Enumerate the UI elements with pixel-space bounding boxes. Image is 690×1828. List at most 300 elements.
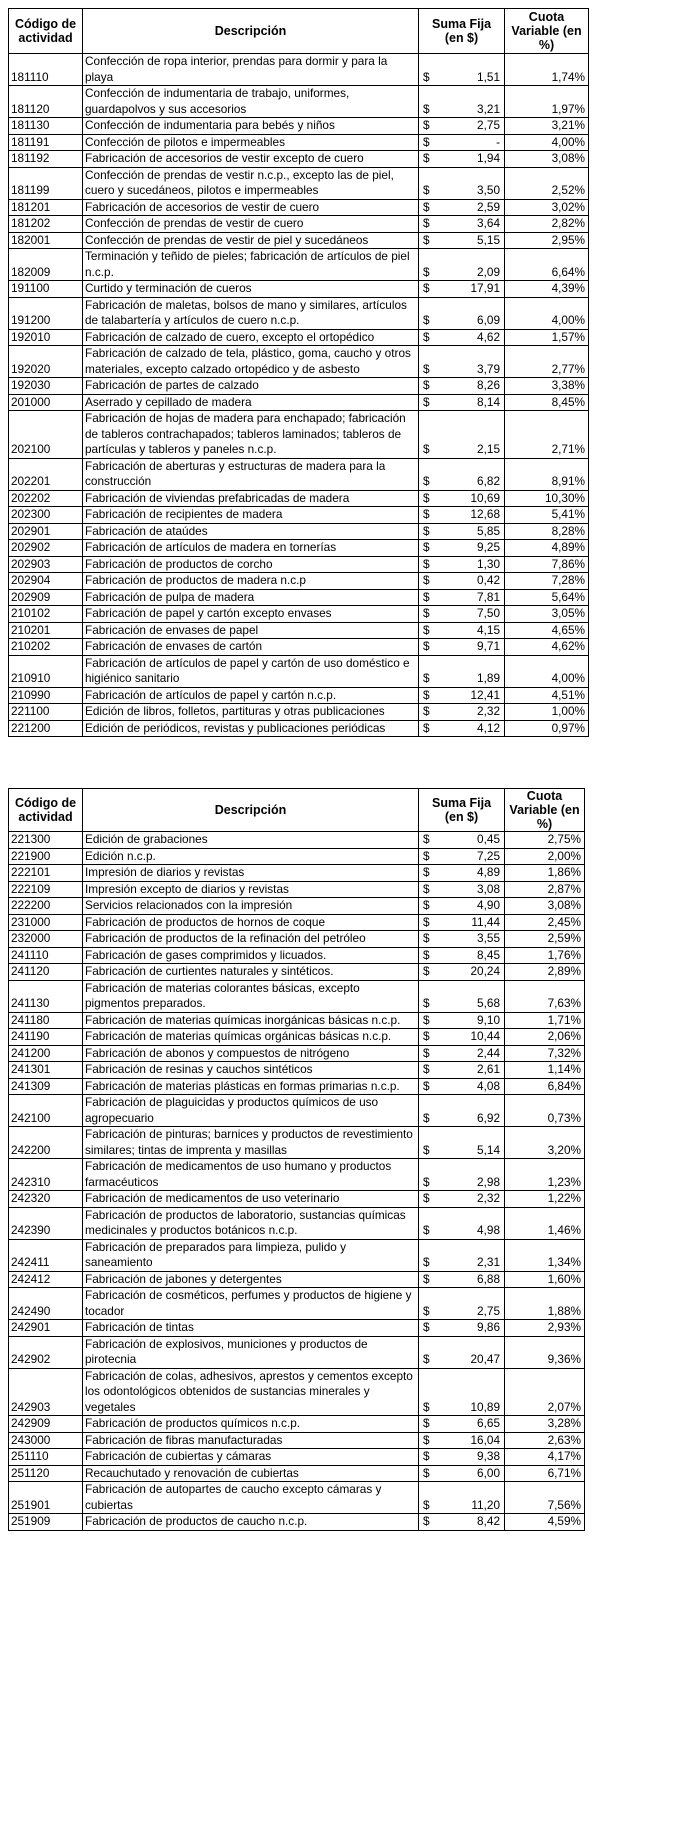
fixed-amount: 1,89 xyxy=(439,655,505,687)
table-row xyxy=(9,507,589,524)
variable-rate: 4,51% xyxy=(505,687,589,704)
activity-description: Fabricación de accesorios de vestir de cuero xyxy=(83,199,419,216)
table-row xyxy=(9,458,589,490)
fixed-amount: 2,75 xyxy=(439,118,505,135)
activity-description: Edición de periódicos, revistas y publicaciones periódicas xyxy=(83,720,419,737)
activity-code: 192020 xyxy=(9,346,83,378)
currency-symbol: $ xyxy=(419,720,439,737)
variable-rate: 1,88% xyxy=(505,1288,585,1320)
fixed-amount: 7,50 xyxy=(439,606,505,623)
fixed-amount: 7,25 xyxy=(439,848,505,865)
currency-symbol: $ xyxy=(419,947,439,964)
currency-symbol: $ xyxy=(419,573,439,590)
table-row xyxy=(9,1207,585,1239)
table-row xyxy=(9,1368,585,1416)
fixed-amount: 4,15 xyxy=(439,622,505,639)
fixed-amount: 3,79 xyxy=(439,346,505,378)
activity-description: Fabricación de viviendas prefabricadas de madera xyxy=(83,490,419,507)
fixed-amount: 3,50 xyxy=(439,167,505,199)
variable-rate: 1,00% xyxy=(505,704,589,721)
table-row xyxy=(9,898,585,915)
variable-rate: 4,00% xyxy=(505,134,589,151)
currency-symbol: $ xyxy=(419,86,439,118)
activity-code: 210910 xyxy=(9,655,83,687)
currency-symbol: $ xyxy=(419,1095,439,1127)
fixed-amount: 9,38 xyxy=(439,1449,505,1466)
currency-symbol: $ xyxy=(419,1159,439,1191)
currency-symbol: $ xyxy=(419,914,439,931)
table-row xyxy=(9,964,585,981)
variable-rate: 1,23% xyxy=(505,1159,585,1191)
activity-code: 202901 xyxy=(9,523,83,540)
activity-description: Fabricación de productos químicos n.c.p. xyxy=(83,1416,419,1433)
currency-symbol: $ xyxy=(419,606,439,623)
fixed-amount: 20,24 xyxy=(439,964,505,981)
variable-rate: 2,00% xyxy=(505,848,585,865)
variable-rate: 6,64% xyxy=(505,249,589,281)
variable-rate: 5,64% xyxy=(505,589,589,606)
fixed-amount: 11,44 xyxy=(439,914,505,931)
variable-rate: 4,62% xyxy=(505,639,589,656)
currency-symbol: $ xyxy=(419,232,439,249)
fixed-amount: 6,88 xyxy=(439,1271,505,1288)
activity-code: 191200 xyxy=(9,297,83,329)
activity-code: 182009 xyxy=(9,249,83,281)
variable-rate: 2,95% xyxy=(505,232,589,249)
activity-description: Fabricación de cubiertas y cámaras xyxy=(83,1449,419,1466)
activity-description: Fabricación de materias plásticas en formas primarias n.c.p. xyxy=(83,1078,419,1095)
table-row xyxy=(9,134,589,151)
activity-description: Fabricación de artículos de madera en tornerías xyxy=(83,540,419,557)
variable-rate: 4,00% xyxy=(505,655,589,687)
activity-code: 241309 xyxy=(9,1078,83,1095)
table-row xyxy=(9,167,589,199)
activity-description: Fabricación de resinas y cauchos sintéticos xyxy=(83,1062,419,1079)
variable-rate: 2,89% xyxy=(505,964,585,981)
activity-description: Fabricación de pulpa de madera xyxy=(83,589,419,606)
currency-symbol: $ xyxy=(419,281,439,298)
table-row xyxy=(9,931,585,948)
fixed-amount: 4,89 xyxy=(439,865,505,882)
table-row xyxy=(9,573,589,590)
activity-description: Fabricación de recipientes de madera xyxy=(83,507,419,524)
currency-symbol: $ xyxy=(419,964,439,981)
currency-symbol: $ xyxy=(419,865,439,882)
activity-code: 192030 xyxy=(9,378,83,395)
fixed-amount: 1,94 xyxy=(439,151,505,168)
activity-code: 181201 xyxy=(9,199,83,216)
variable-rate: 1,14% xyxy=(505,1062,585,1079)
table-row xyxy=(9,1416,585,1433)
fixed-amount: 6,92 xyxy=(439,1095,505,1127)
variable-rate: 2,82% xyxy=(505,216,589,233)
activity-description: Confección de ropa interior, prendas para dormir y para la playa xyxy=(83,54,419,86)
fixed-amount: 2,61 xyxy=(439,1062,505,1079)
fixed-amount: 8,14 xyxy=(439,394,505,411)
table-row xyxy=(9,720,589,737)
fixed-amount: 2,32 xyxy=(439,1191,505,1208)
table-row xyxy=(9,1449,585,1466)
fixed-amount: 4,98 xyxy=(439,1207,505,1239)
fixed-amount: 6,09 xyxy=(439,297,505,329)
header-variable-rate: Cuota Variable (en %) xyxy=(505,9,589,54)
activity-description: Fabricación de autopartes de caucho excepto cámaras y cubiertas xyxy=(83,1482,419,1514)
activity-description: Servicios relacionados con la impresión xyxy=(83,898,419,915)
table-row xyxy=(9,1012,585,1029)
variable-rate: 6,84% xyxy=(505,1078,585,1095)
currency-symbol: $ xyxy=(419,458,439,490)
activity-code: 242200 xyxy=(9,1127,83,1159)
activity-description: Edición n.c.p. xyxy=(83,848,419,865)
activity-description: Fabricación de gases comprimidos y licuados. xyxy=(83,947,419,964)
activity-code: 202300 xyxy=(9,507,83,524)
fixed-amount: 5,15 xyxy=(439,232,505,249)
activity-description: Fabricación de pinturas; barnices y productos de revestimiento similares; tintas de imprenta y masillas xyxy=(83,1127,419,1159)
currency-symbol: $ xyxy=(419,1416,439,1433)
variable-rate: 6,71% xyxy=(505,1465,585,1482)
activity-code: 181110 xyxy=(9,54,83,86)
fixed-amount: 10,69 xyxy=(439,490,505,507)
activity-description: Fabricación de materias colorantes básicas, excepto pigmentos preparados. xyxy=(83,980,419,1012)
fixed-amount: 3,64 xyxy=(439,216,505,233)
currency-symbol: $ xyxy=(419,507,439,524)
activity-code: 241180 xyxy=(9,1012,83,1029)
activity-description: Fabricación de productos de laboratorio, sustancias químicas medicinales y productos botánicos n.c.p. xyxy=(83,1207,419,1239)
currency-symbol: $ xyxy=(419,655,439,687)
variable-rate: 2,45% xyxy=(505,914,585,931)
fixed-amount: 1,30 xyxy=(439,556,505,573)
header-variable-rate: Cuota Variable (en %) xyxy=(505,789,585,832)
table-row xyxy=(9,281,589,298)
activity-code: 251110 xyxy=(9,1449,83,1466)
fixed-amount: 2,09 xyxy=(439,249,505,281)
activity-description: Confección de indumentaria de trabajo, uniformes, guardapolvos y sus accesorios xyxy=(83,86,419,118)
table-row xyxy=(9,151,589,168)
activity-description: Fabricación de tintas xyxy=(83,1320,419,1337)
table-row xyxy=(9,865,585,882)
variable-rate: 1,46% xyxy=(505,1207,585,1239)
currency-symbol: $ xyxy=(419,346,439,378)
activity-description: Fabricación de preparados para limpieza, pulido y saneamiento xyxy=(83,1239,419,1271)
table-row xyxy=(9,1239,585,1271)
activity-description: Fabricación de explosivos, municiones y productos de pirotecnia xyxy=(83,1336,419,1368)
currency-symbol: $ xyxy=(419,832,439,849)
currency-symbol: $ xyxy=(419,1012,439,1029)
activity-code: 222109 xyxy=(9,881,83,898)
activity-code: 221300 xyxy=(9,832,83,849)
activity-code: 202902 xyxy=(9,540,83,557)
activity-code: 241130 xyxy=(9,980,83,1012)
activity-description: Fabricación de artículos de papel y cartón n.c.p. xyxy=(83,687,419,704)
activity-description: Fabricación de partes de calzado xyxy=(83,378,419,395)
fixed-amount: 9,86 xyxy=(439,1320,505,1337)
activity-code: 202909 xyxy=(9,589,83,606)
currency-symbol: $ xyxy=(419,297,439,329)
activity-description: Fabricación de calzado de tela, plástico, goma, caucho y otros materiales, excepto calzado ortopédico y de asbesto xyxy=(83,346,419,378)
table-row xyxy=(9,297,589,329)
fixed-amount: 6,65 xyxy=(439,1416,505,1433)
activity-description: Fabricación de envases de papel xyxy=(83,622,419,639)
table-row xyxy=(9,606,589,623)
table-row xyxy=(9,1432,585,1449)
variable-rate: 2,07% xyxy=(505,1368,585,1416)
currency-symbol: $ xyxy=(419,1207,439,1239)
fixed-amount: 8,26 xyxy=(439,378,505,395)
activity-code: 221200 xyxy=(9,720,83,737)
activity-code: 242903 xyxy=(9,1368,83,1416)
currency-symbol: $ xyxy=(419,1465,439,1482)
variable-rate: 9,36% xyxy=(505,1336,585,1368)
activity-code: 242411 xyxy=(9,1239,83,1271)
variable-rate: 3,38% xyxy=(505,378,589,395)
fixed-amount: 3,55 xyxy=(439,931,505,948)
activity-code: 181199 xyxy=(9,167,83,199)
fixed-amount: 0,42 xyxy=(439,573,505,590)
currency-symbol: $ xyxy=(419,1432,439,1449)
table-row xyxy=(9,394,589,411)
currency-symbol: $ xyxy=(419,523,439,540)
variable-rate: 7,86% xyxy=(505,556,589,573)
table-row xyxy=(9,523,589,540)
variable-rate: 7,32% xyxy=(505,1045,585,1062)
table-row xyxy=(9,1271,585,1288)
activity-code: 181130 xyxy=(9,118,83,135)
table-row xyxy=(9,639,589,656)
activity-description: Fabricación de medicamentos de uso humano y productos farmacéuticos xyxy=(83,1159,419,1191)
activity-description: Impresión excepto de diarios y revistas xyxy=(83,881,419,898)
variable-rate: 4,17% xyxy=(505,1449,585,1466)
activity-description: Edición de grabaciones xyxy=(83,832,419,849)
activity-description: Fabricación de colas, adhesivos, aprestos y cementos excepto los odontológicos obtenidos de sustancias minerales y vegetales xyxy=(83,1368,419,1416)
variable-rate: 2,77% xyxy=(505,346,589,378)
activity-code: 241200 xyxy=(9,1045,83,1062)
table-row xyxy=(9,1127,585,1159)
variable-rate: 1,22% xyxy=(505,1191,585,1208)
activity-description: Fabricación de medicamentos de uso veterinario xyxy=(83,1191,419,1208)
activity-description: Fabricación de hojas de madera para enchapado; fabricación de tableros contrachapados; tableros laminados; tableros de partículas y tableros y paneles n.c.p. xyxy=(83,411,419,459)
activity-code: 202100 xyxy=(9,411,83,459)
activity-code: 210990 xyxy=(9,687,83,704)
currency-symbol: $ xyxy=(419,394,439,411)
activity-description: Confección de prendas de vestir de cuero xyxy=(83,216,419,233)
table-row xyxy=(9,1191,585,1208)
fixed-amount: 5,85 xyxy=(439,523,505,540)
table-row xyxy=(9,980,585,1012)
activity-code: 241190 xyxy=(9,1029,83,1046)
table-row xyxy=(9,329,589,346)
currency-symbol: $ xyxy=(419,1482,439,1514)
currency-symbol: $ xyxy=(419,411,439,459)
currency-symbol: $ xyxy=(419,687,439,704)
activity-code: 202201 xyxy=(9,458,83,490)
activity-code: 221900 xyxy=(9,848,83,865)
table-row xyxy=(9,1514,585,1531)
activity-description: Fabricación de fibras manufacturadas xyxy=(83,1432,419,1449)
currency-symbol: $ xyxy=(419,216,439,233)
table-row xyxy=(9,704,589,721)
activity-code: 222101 xyxy=(9,865,83,882)
activity-description: Fabricación de jabones y detergentes xyxy=(83,1271,419,1288)
variable-rate: 5,41% xyxy=(505,507,589,524)
table-row xyxy=(9,411,589,459)
header-fixed-amount: Suma Fija (en $) xyxy=(419,9,505,54)
currency-symbol: $ xyxy=(419,1368,439,1416)
activity-code: 221100 xyxy=(9,704,83,721)
table-row xyxy=(9,655,589,687)
variable-rate: 3,21% xyxy=(505,118,589,135)
fixed-amount: 4,62 xyxy=(439,329,505,346)
activity-code: 242390 xyxy=(9,1207,83,1239)
activity-code: 181120 xyxy=(9,86,83,118)
activity-code: 201000 xyxy=(9,394,83,411)
currency-symbol: $ xyxy=(419,1191,439,1208)
activity-code: 202202 xyxy=(9,490,83,507)
activity-code: 242490 xyxy=(9,1288,83,1320)
currency-symbol: $ xyxy=(419,556,439,573)
table-row xyxy=(9,1482,585,1514)
table-row xyxy=(9,1062,585,1079)
table-row xyxy=(9,1029,585,1046)
variable-rate: 0,97% xyxy=(505,720,589,737)
currency-symbol: $ xyxy=(419,378,439,395)
fixed-amount: 8,42 xyxy=(439,1514,505,1531)
fixed-amount: 12,68 xyxy=(439,507,505,524)
activity-code: 241110 xyxy=(9,947,83,964)
fixed-amount: 0,45 xyxy=(439,832,505,849)
table-row xyxy=(9,1045,585,1062)
variable-rate: 3,08% xyxy=(505,898,585,915)
variable-rate: 2,93% xyxy=(505,1320,585,1337)
activity-code: 181191 xyxy=(9,134,83,151)
fixed-amount: 8,45 xyxy=(439,947,505,964)
variable-rate: 10,30% xyxy=(505,490,589,507)
fixed-amount: 20,47 xyxy=(439,1336,505,1368)
table-row xyxy=(9,118,589,135)
variable-rate: 1,76% xyxy=(505,947,585,964)
variable-rate: 4,00% xyxy=(505,297,589,329)
variable-rate: 2,52% xyxy=(505,167,589,199)
activity-code: 242320 xyxy=(9,1191,83,1208)
table-row xyxy=(9,1320,585,1337)
variable-rate: 2,59% xyxy=(505,931,585,948)
variable-rate: 2,87% xyxy=(505,881,585,898)
fixed-amount: 11,20 xyxy=(439,1482,505,1514)
variable-rate: 7,63% xyxy=(505,980,585,1012)
activity-description: Fabricación de papel y cartón excepto envases xyxy=(83,606,419,623)
activity-code: 202904 xyxy=(9,573,83,590)
activity-code: 192010 xyxy=(9,329,83,346)
table-row xyxy=(9,1288,585,1320)
currency-symbol: $ xyxy=(419,704,439,721)
variable-rate: 2,06% xyxy=(505,1029,585,1046)
fixed-amount: 5,14 xyxy=(439,1127,505,1159)
fixed-amount: 5,68 xyxy=(439,980,505,1012)
currency-symbol: $ xyxy=(419,848,439,865)
activity-code: 181192 xyxy=(9,151,83,168)
variable-rate: 4,65% xyxy=(505,622,589,639)
table-row xyxy=(9,232,589,249)
fixed-amount: 2,98 xyxy=(439,1159,505,1191)
fixed-amount: 4,08 xyxy=(439,1078,505,1095)
currency-symbol: $ xyxy=(419,1449,439,1466)
variable-rate: 3,05% xyxy=(505,606,589,623)
fixed-amount: 2,59 xyxy=(439,199,505,216)
variable-rate: 1,34% xyxy=(505,1239,585,1271)
fixed-amount: 16,04 xyxy=(439,1432,505,1449)
variable-rate: 8,91% xyxy=(505,458,589,490)
table-row xyxy=(9,881,585,898)
activity-code: 242901 xyxy=(9,1320,83,1337)
activity-code: 231000 xyxy=(9,914,83,931)
currency-symbol: $ xyxy=(419,1271,439,1288)
table-row xyxy=(9,1465,585,1482)
currency-symbol: $ xyxy=(419,931,439,948)
variable-rate: 1,86% xyxy=(505,865,585,882)
table-row xyxy=(9,249,589,281)
activity-code: 242909 xyxy=(9,1416,83,1433)
currency-symbol: $ xyxy=(419,881,439,898)
currency-symbol: $ xyxy=(419,589,439,606)
activity-description: Fabricación de abonos y compuestos de nitrógeno xyxy=(83,1045,419,1062)
activity-description: Confección de pilotos e impermeables xyxy=(83,134,419,151)
currency-symbol: $ xyxy=(419,134,439,151)
fixed-amount: 9,25 xyxy=(439,540,505,557)
currency-symbol: $ xyxy=(419,1320,439,1337)
table-row xyxy=(9,216,589,233)
activity-description: Impresión de diarios y revistas xyxy=(83,865,419,882)
table-row xyxy=(9,1095,585,1127)
variable-rate: 4,59% xyxy=(505,1514,585,1531)
activity-description: Terminación y teñido de pieles; fabricación de artículos de piel n.c.p. xyxy=(83,249,419,281)
variable-rate: 1,74% xyxy=(505,54,589,86)
currency-symbol: $ xyxy=(419,329,439,346)
currency-symbol: $ xyxy=(419,898,439,915)
table-header-row xyxy=(9,789,585,832)
variable-rate: 2,71% xyxy=(505,411,589,459)
header-description: Descripción xyxy=(83,789,419,832)
header-code: Código de actividad xyxy=(9,789,83,832)
currency-symbol: $ xyxy=(419,54,439,86)
table-row xyxy=(9,589,589,606)
fixed-amount: 6,82 xyxy=(439,458,505,490)
activity-description: Fabricación de maletas, bolsos de mano y similares, artículos de talabartería y artículos de cuero n.c.p. xyxy=(83,297,419,329)
fixed-amount: 2,31 xyxy=(439,1239,505,1271)
currency-symbol: $ xyxy=(419,1062,439,1079)
currency-symbol: $ xyxy=(419,1288,439,1320)
activity-code: 182001 xyxy=(9,232,83,249)
variable-rate: 3,28% xyxy=(505,1416,585,1433)
activity-code: 242412 xyxy=(9,1271,83,1288)
variable-rate: 1,71% xyxy=(505,1012,585,1029)
currency-symbol: $ xyxy=(419,1045,439,1062)
variable-rate: 1,60% xyxy=(505,1271,585,1288)
fixed-amount: 3,21 xyxy=(439,86,505,118)
currency-symbol: $ xyxy=(419,167,439,199)
table-row xyxy=(9,848,585,865)
currency-symbol: $ xyxy=(419,1127,439,1159)
fixed-amount: 3,08 xyxy=(439,881,505,898)
activity-description: Fabricación de productos de hornos de coque xyxy=(83,914,419,931)
activity-description: Fabricación de ataúdes xyxy=(83,523,419,540)
table-row xyxy=(9,1336,585,1368)
header-fixed-amount: Suma Fija (en $) xyxy=(419,789,505,832)
table-row xyxy=(9,556,589,573)
activity-description: Fabricación de materias químicas orgánicas básicas n.c.p. xyxy=(83,1029,419,1046)
fixed-amount: 2,75 xyxy=(439,1288,505,1320)
activity-code: 242310 xyxy=(9,1159,83,1191)
activity-description: Fabricación de materias químicas inorgánicas básicas n.c.p. xyxy=(83,1012,419,1029)
activity-table-2 xyxy=(8,788,585,1531)
